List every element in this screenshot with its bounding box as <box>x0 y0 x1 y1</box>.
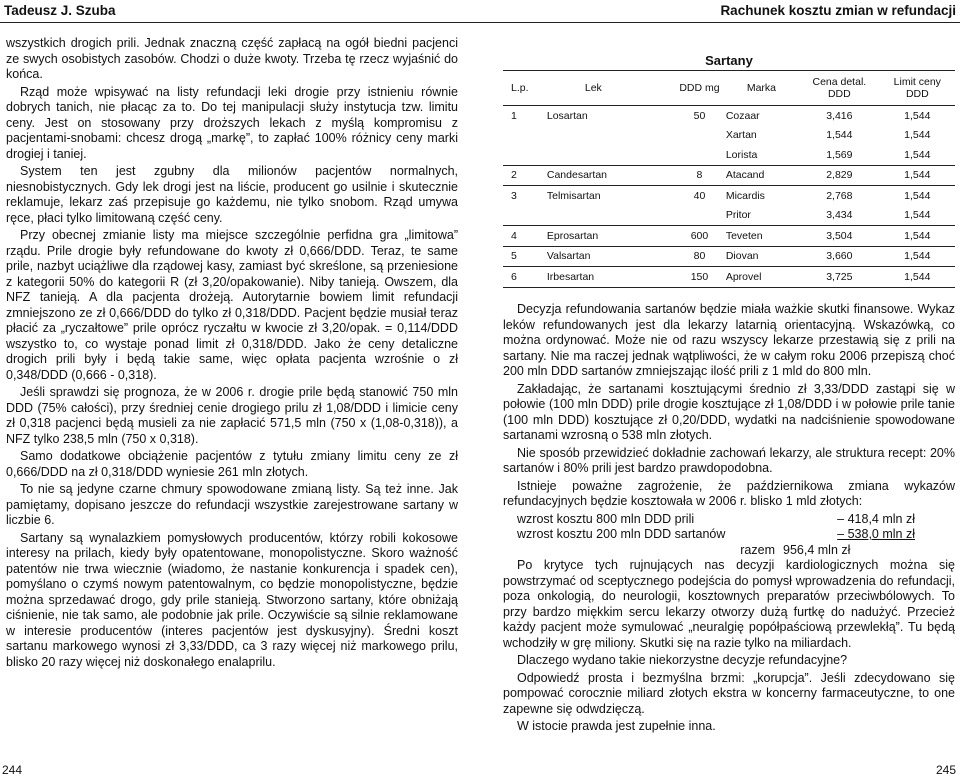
table-row <box>503 246 955 267</box>
col-header-ddd: DDD mg <box>675 71 724 106</box>
cell-marka: Cozaar <box>724 106 799 126</box>
paragraph: Jeśli sprawdzi się prognoza, że w 2006 r. drogie prile będą stanowić 750 mln DDD (75% całości), przy średniej cenie drogiego prilu zł 1,08/DDD i limicie ceny zł 0,318 pacjenci będą musieli za nie zapłacić 571,5 mln (750 x (1,08-0,318)), a NFZ tylko 238,5 mln (750 x 0,318). <box>6 385 458 446</box>
cell-lp <box>503 145 545 165</box>
table-title: Sartany <box>705 53 753 68</box>
cell-cena: 3,434 <box>826 209 853 222</box>
cell-lek <box>545 145 675 165</box>
cell-cena: 1,569 <box>826 148 853 161</box>
right-column <box>503 302 955 737</box>
cell-lp: 5 <box>503 246 545 267</box>
cell-marka: Teveten <box>724 226 799 247</box>
paragraph: Rząd może wpisywać na listy refundacji leki drogie przy istnieniu równie dobrych tanich, nie płacąc za to. Do tej manipulacji służy instytucja tzw. limitu ceny. Jest on stosowany przy droższych lekach z myślą kompromisu z pacjentami-snobami: chcesz drogą „markę”, to zapłać 100% różnicy ceny marki drogiej i taniej. <box>6 84 458 161</box>
cell-lp: 1 <box>503 106 545 126</box>
cell-cena: 2,829 <box>799 165 880 186</box>
cell-limit: 1,544 <box>880 226 955 247</box>
table-row <box>503 226 955 247</box>
cell-ddd: 50 <box>675 106 724 126</box>
paragraph: Dlaczego wydano takie niekorzystne decyzje refundacyjne? <box>517 653 848 667</box>
cell-lek: Irbesartan <box>545 267 675 288</box>
cell-cena: 1,544 <box>826 129 853 142</box>
cell-ddd: 8 <box>675 165 724 186</box>
cell-lp: 6 <box>503 267 545 288</box>
paragraph: To nie są jedyne czarne chmury spowodowane zmianą listy. Są też inne. Jak pamiętamy, dopisano jeszcze do refundacji wszystkie zarejestrowane sartany w liczbie 6. <box>6 482 458 527</box>
cell-limit: 1,544 <box>904 129 931 142</box>
paragraph: System ten jest zgubny dla milionów pacjentów normalnych, niesnobistycznych. Gdy lek drogi jest na liście, producent go usilnie i skutecznie reklamuje, lekarz zaś przepisuje go każdemu, nie tylko snobom. Rząd umywa ręce, płaci tylko limitowaną część ceny. <box>6 164 458 225</box>
cell-lp <box>503 206 545 226</box>
paragraph: Zakładając, że sartanami kosztującymi średnio zł 3,33/DDD zastąpi się w połowie (100 mln DDD) prile drogie kosztujące zł 1,08/DDD i w połowie prile tanie (100 mln DDD) kosztujące zł 0,20/DDD, wydatki na nadciśnienie spowodowane sartanami wzrosną o 538 mln złotych. <box>503 381 955 442</box>
table-header-row <box>503 71 955 106</box>
cell-limit: 1,544 <box>880 165 955 186</box>
paragraph: W istocie prawda jest zupełnie inna. <box>517 719 716 733</box>
cell-cena: 2,768 <box>799 186 880 206</box>
cell-lek <box>545 126 675 146</box>
cell-lek: Telmisartan <box>545 186 675 206</box>
cell-ddd: 40 <box>675 186 724 206</box>
table-row <box>503 126 955 146</box>
cell-marka: Micardis <box>724 186 799 206</box>
cell-cena: 3,416 <box>799 106 880 126</box>
cell-marka: Lorista <box>725 148 758 161</box>
calc-value: – 538,0 mln zł <box>837 527 915 541</box>
cell-cena: 3,725 <box>799 267 880 288</box>
cell-lp <box>503 126 545 146</box>
table-row <box>503 106 955 126</box>
page-number-right: 245 <box>935 763 956 777</box>
paragraph: Samo dodatkowe obciążenie pacjentów z tytułu zmiany limitu ceny ze zł 0,666/DDD na zł 0,318/DDD wyniesie 261 mln złotych. <box>6 449 458 479</box>
cell-limit: 1,544 <box>880 106 955 126</box>
running-header-author: Tadeusz J. Szuba <box>4 3 116 18</box>
table-row <box>503 145 955 165</box>
cell-limit: 1,544 <box>904 209 931 222</box>
col-header-lp: L.p. <box>503 71 545 106</box>
cell-marka: Xartan <box>725 129 757 142</box>
cell-ddd <box>675 206 724 226</box>
table-row <box>503 206 955 226</box>
paragraph: Istnieje poważne zagrożenie, że październikowa zmiana wykazów refundacyjnych będzie kosztowała w 2006 r. blisko 1 mld złotych: <box>503 478 955 508</box>
cell-ddd <box>675 126 724 146</box>
col-header-cena: Cena detal. DDD <box>799 71 880 106</box>
cell-marka: Diovan <box>724 246 799 267</box>
paragraph: Nie sposób przewidzieć dokładnie zachowań lekarzy, ale struktura recept: 20% sartanów i 80% prili jest bardzo prawdopodobna. <box>503 445 955 475</box>
paragraph: Decyzja refundowania sartanów będzie miała ważkie skutki finansowe. Wykaz leków refundowanych jest dla lekarzy latarnią orientacyjną. Wskazówką, co można ordynować. Może nie od razu wszyscy lekarze przestawią się z prili na sartany. Nie ma raczej jednak wątpliwości, że w całym roku 2006 przepiszą choć 200 mln DDD sartanów zmniejszając ilość prili z 1 mld do 800 mln. <box>503 302 955 378</box>
paragraph: Odpowiedź prosta i bezmyślna brzmi: „korupcja”. Jeśli zdecydowano się pompować corocznie miliard złotych ekstra w koncerny farmaceutyczne, to one zapewne się odwdzięczą. <box>503 670 955 716</box>
calc-line <box>503 527 955 543</box>
paragraph: Przy obecnej zmianie listy ma miejsce szczególnie perfidna gra „limitowa” rządu. Prile drogie były refundowane do kwoty zł 0,666/DDD. Teraz, te same prile, nazbyt uciążliwe dla rządowej kasy, zamiast być skreślone, są przeniesione z kategorii 50% do kategorii R (zł 3,20/opakowanie). Niby tanieją. Owszem, dla NFZ tanieją. A dla pacjenta drożeją. Autorytarnie bowiem limit refundacji zmniejszono ze zł 0,666/DDD do tylko zł 0,318/DDD. Pacjent będzie musiał teraz płacić za „ryczałtowe” prile oprócz ryczałtu w kwocie zł 3,20/opak. = 0,114/DDD wszystko to, co wystaje ponad limit zł 0,318/DDD. Jako że ceny detaliczne drogich prili były i będą takie same, więc opłata pacjenta wzrośnie o zł 0,348/DDD (0,666 - 0,318). <box>6 228 458 382</box>
cell-lp: 2 <box>503 165 545 186</box>
cell-ddd <box>675 145 724 165</box>
cell-lp: 4 <box>503 226 545 247</box>
cell-ddd: 80 <box>675 246 724 267</box>
cell-ddd: 150 <box>675 267 724 288</box>
cell-cena: 3,660 <box>799 246 880 267</box>
cell-limit: 1,544 <box>880 267 955 288</box>
cell-cena: 3,504 <box>799 226 880 247</box>
calc-value: – 418,4 mln zł <box>837 511 915 526</box>
calc-total-line <box>503 543 955 559</box>
cell-lek: Valsartan <box>545 246 675 267</box>
paragraph: Sartany są wynalazkiem pomysłowych producentów, którzy robili kokosowe interesy na prilach, kiedy były opatentowane, monopolistyczne. Skoro ważność patentów nie trwa wiecznie (wiadomo, że nastanie konkurencja i spadek cen), pomyślano o czymś nowym patentowalnym, co będzie monopolistyczne, będzie można sprzedawać drogo, gdy prile stanieją. Stworzono sartany, które obniżają ciśnienie, nie tak samo, ale podobnie jak prile. Oczywiście są silnie reklamowane w interesie producentów (interes pacjentów jest dyskusyjny). Średni koszt sartanu markowego wynosi zł 3,33/DDD, ca 3 razy więcej niż markowego prilu, blisko 20 razy więcej niż doskonałego enalaprilu. <box>6 530 458 669</box>
cell-limit: 1,544 <box>880 246 955 267</box>
calc-line <box>503 512 955 528</box>
paragraph: Po krytyce tych rujnujących nas decyzji kardiologicznych można się powstrzymać od sceptycznego podejścia do pomysł wprowadzenia do refundacji, poza onkologią, do neurologii, kosztownych preparatów przeciwbólowych. To przy bardzo miękkim sercu lekarzy otworzy dużą furtkę do nadużyć. Przecież każdy pacjent może symulować „neuralgię popółpaściową przewlekłą”. Tu będą wchodziły w grę miliony. Skutki się na razie tylko na miliardach. <box>503 558 955 650</box>
col-header-lek: Lek <box>545 71 675 106</box>
cell-marka: Atacand <box>724 165 799 186</box>
cell-ddd: 600 <box>675 226 724 247</box>
cell-lek <box>545 206 675 226</box>
cell-limit: 1,544 <box>880 186 955 206</box>
cell-lek: Candesartan <box>545 165 675 186</box>
left-column <box>6 36 458 672</box>
cell-limit: 1,544 <box>904 148 931 161</box>
col-header-limit: Limit ceny DDD <box>880 71 955 106</box>
cell-lp: 3 <box>503 186 545 206</box>
calc-total-label: razem <box>740 542 775 557</box>
table-row <box>503 186 955 206</box>
sartany-table <box>503 70 955 288</box>
calc-label: wzrost kosztu 800 mln DDD prili <box>517 511 695 526</box>
table-row <box>503 165 955 186</box>
cell-marka: Pritor <box>725 209 751 222</box>
page-number-left: 244 <box>2 763 23 777</box>
running-header-title: Rachunek kosztu zmian w refundacji <box>720 3 956 18</box>
col-header-marka: Marka <box>724 71 799 106</box>
cell-marka: Aprovel <box>724 267 799 288</box>
calc-label: wzrost kosztu 200 mln DDD sartanów <box>517 527 726 541</box>
sartany-table-block <box>503 52 955 288</box>
table-row <box>503 267 955 288</box>
cell-lek: Losartan <box>545 106 675 126</box>
cell-lek: Eprosartan <box>545 226 675 247</box>
header-rule <box>0 22 960 23</box>
paragraph: wszystkich drogich prili. Jednak znaczną część zapłacą na ogół biedni pacjenci ze swych osobistych zasobów. Chodzi o duże kwoty. Trzeba tę rzecz wyjaśnić do końca. <box>6 36 458 81</box>
calc-total-value: 956,4 mln zł <box>783 542 851 557</box>
